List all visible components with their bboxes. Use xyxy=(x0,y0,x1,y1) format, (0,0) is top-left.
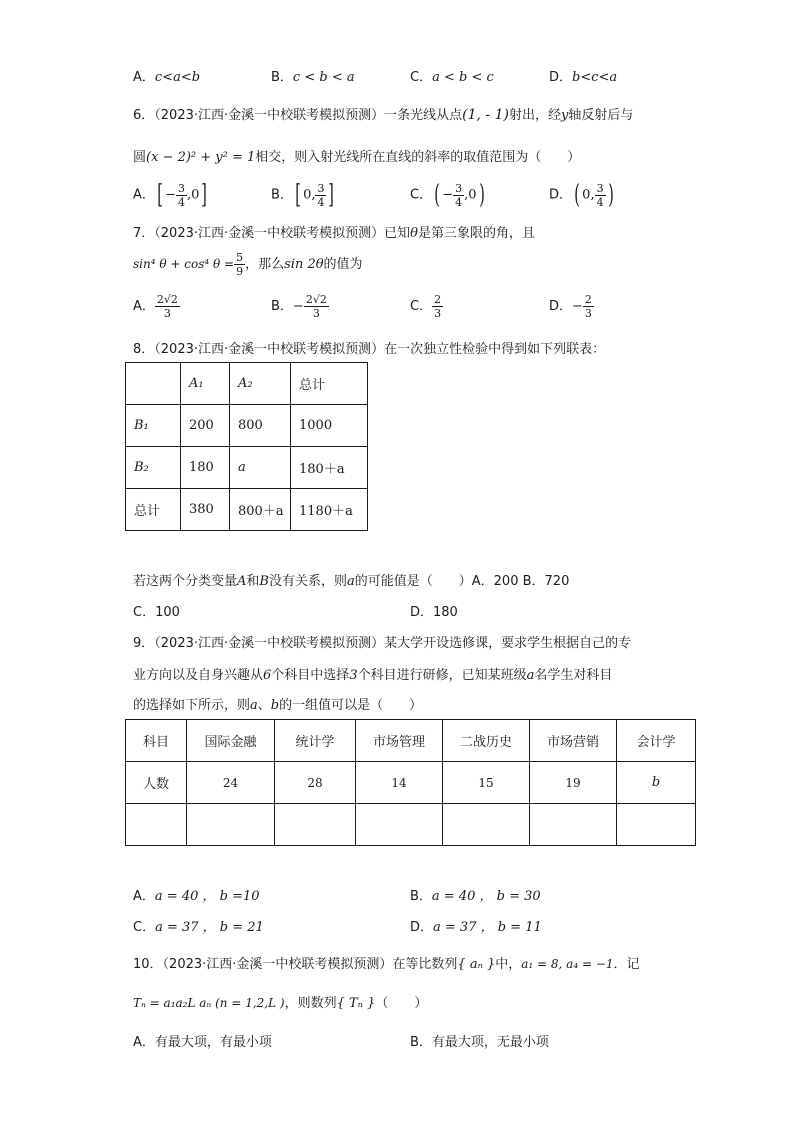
q8-option-d: D．180 xyxy=(410,605,458,620)
q8-question: 若这两个分类变量A和B没有关系，则a的可能值是（ ）A．200 B．720 xyxy=(133,574,570,589)
q8-option-c: C．100 xyxy=(133,605,180,620)
q7-eq-fraction: $\frac{5}{9}$ xyxy=(236,251,244,278)
q6-b-fraction: $\frac{3}{4}$ xyxy=(317,181,325,209)
q9-course-table xyxy=(125,719,696,846)
q7-option-d: D．− $\frac{2}{3}$ xyxy=(549,293,592,320)
q6-option-c: C．( − $\frac{3}{4}$ ,0) xyxy=(410,180,485,210)
q5-option-b: B．c < b < a xyxy=(271,70,355,85)
q8-contingency-table xyxy=(125,362,368,531)
q7-option-a: A． $\frac{2√2}{3}$ xyxy=(133,293,178,320)
table-row xyxy=(126,804,696,846)
q7-b-fraction: $\frac{2√2}{3}$ xyxy=(305,293,327,320)
q5-option-c: C．a < b < c xyxy=(410,70,494,85)
table-row: 科目 国际金融 统计学 市场管理 二战历史 市场营销 会计学 xyxy=(126,720,696,762)
q10-option-a: A．有最大项，有最小项 xyxy=(133,1035,272,1050)
q6-option-b: B．[ 0, $\frac{3}{4}$ ] xyxy=(271,180,335,210)
q7-a-fraction: $\frac{2√2}{3}$ xyxy=(156,293,178,320)
q7-option-b: B．− $\frac{2√2}{3}$ xyxy=(271,293,327,320)
q9-option-d: D．a = 37 ， b = 11 xyxy=(410,920,542,935)
q10-option-b: B．有最大项，无最小项 xyxy=(410,1035,549,1050)
table-row: B₂ 180 a 180＋a xyxy=(126,447,368,489)
q10-stem-line2: Tₙ = a₁a₂L aₙ (n = 1,2,L )，则数列{ Tₙ }（ ） xyxy=(133,996,428,1011)
q9-stem-line1: 9．（2023·江西·金溪一中校联考模拟预测）某大学开设选修课，要求学生根据自己的专 xyxy=(133,636,632,651)
q7-d-fraction: $\frac{2}{3}$ xyxy=(584,293,592,320)
table-row: 总计 380 800＋a 1180＋a xyxy=(126,489,368,531)
q6-option-d: D．( 0, $\frac{3}{4}$ ) xyxy=(549,180,614,210)
q6-stem-line2: 圆(x − 2)² + y² = 1相交，则入射光线所在直线的斜率的取值范围为（ ） xyxy=(133,150,581,165)
q7-stem-line1: 7．（2023·江西·金溪一中校联考模拟预测）已知θ是第三象限的角，且 xyxy=(133,226,535,241)
table-row: A₁ A₂ 总计 xyxy=(126,363,368,405)
q7-c-fraction: $\frac{2}{3}$ xyxy=(434,293,442,320)
q8-stem: 8．（2023·江西·金溪一中校联考模拟预测）在一次独立性检验中得到如下列联表： xyxy=(133,342,606,357)
q6-d-fraction: $\frac{3}{4}$ xyxy=(596,181,604,209)
q9-stem-line2: 业方向以及自身兴趣从6个科目中选择3个科目进行研修，已知某班级a名学生对科目 xyxy=(133,668,613,683)
q10-stem-line1: 10．（2023·江西·金溪一中校联考模拟预测）在等比数列{ aₙ }中，a₁ = 8, a₄ = −1．记 xyxy=(133,957,640,972)
table-row: 人数 24 28 14 15 19 b xyxy=(126,762,696,804)
q9-option-c: C．a = 37 ， b = 21 xyxy=(133,920,264,935)
q9-stem-line3: 的选择如下所示，则a、b的一组值可以是（ ） xyxy=(133,698,423,713)
q6-c-fraction: $\frac{3}{4}$ xyxy=(455,181,463,209)
q9-option-a: A．a = 40 ， b =10 xyxy=(133,889,260,904)
q6-a-fraction: $\frac{3}{4}$ xyxy=(177,181,185,209)
q9-option-b: B．a = 40 ， b = 30 xyxy=(410,889,541,904)
q7-stem-line2: sin⁴ θ + cos⁴ θ = $\frac{5}{9}$ ，那么sin 2θ的值为 xyxy=(133,251,363,278)
q6-stem-line1: 6．（2023·江西·金溪一中校联考模拟预测）一条光线从点(1, - 1)射出，经y轴反射后与 xyxy=(133,107,634,123)
q7-option-c: C． $\frac{2}{3}$ xyxy=(410,293,442,320)
q5-option-d: D．b<c<a xyxy=(549,70,618,85)
q5-option-a: A．c<a<b xyxy=(133,70,201,85)
q6-option-a: A．[ − $\frac{3}{4}$ ,0] xyxy=(133,180,208,210)
table-row: B₁ 200 800 1000 xyxy=(126,405,368,447)
